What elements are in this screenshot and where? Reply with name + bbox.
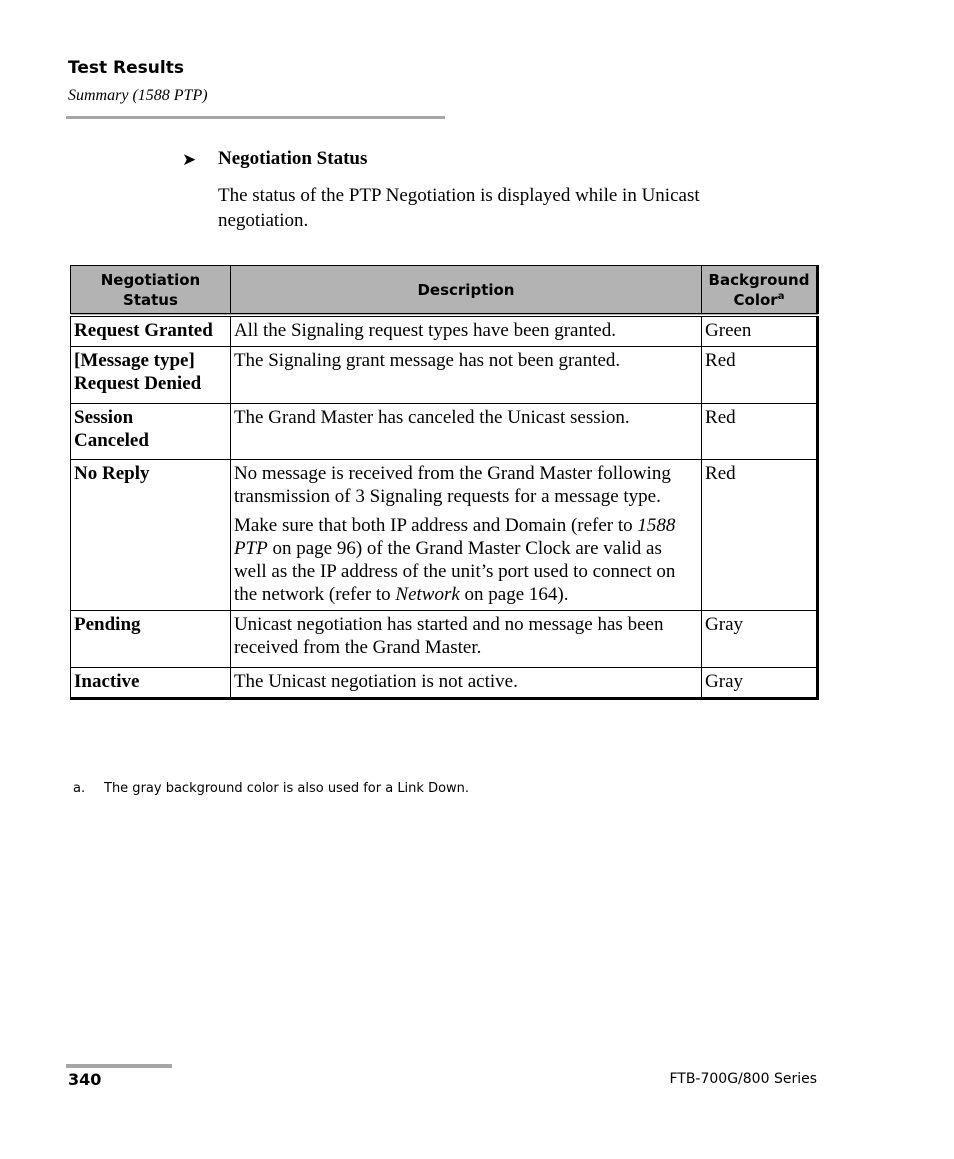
description-cell: [230, 460, 701, 611]
description-text: No message is received from the Grand Master following transmission of 3 Signaling requests for a message type.: [233, 463, 671, 507]
status-text: [Message type] Request Denied: [74, 350, 202, 394]
header-color-label: Background Color: [708, 270, 810, 309]
intro-paragraph: The status of the PTP Negotiation is displayed while in Unicast negotiation.: [218, 185, 700, 231]
description-cell: Unicast negotiation has started and no message has been received from the Grand Master.: [230, 611, 701, 668]
description-cell: All the Signaling request types have been granted.: [230, 315, 701, 347]
table-footnote: [73, 781, 469, 796]
note-text: Make sure that both IP address and Domain (refer to: [233, 515, 638, 536]
status-cell: [71, 347, 231, 404]
status-cell: [71, 404, 231, 460]
color-cell: Red: [702, 347, 818, 404]
running-header-subtitle: Summary (1588 PTP): [68, 87, 208, 104]
table-row: [71, 668, 818, 699]
color-cell: Gray: [702, 611, 818, 668]
table-row: [71, 611, 818, 668]
header-background-color: [702, 266, 818, 316]
status-cell: No Reply: [71, 460, 231, 611]
note-text: on page 96) of the Grand Master Clock are valid as well as the IP address of the unit’s port used to connect on the network (refer to: [233, 538, 676, 605]
product-series: FTB-700G/800 Series: [669, 1071, 817, 1087]
header-rule: [66, 116, 445, 119]
header-description: Description: [230, 266, 701, 316]
footer-rule: [66, 1064, 172, 1068]
status-cell: Pending: [71, 611, 231, 668]
cross-reference-1588-ptp[interactable]: 1588 PTP: [233, 515, 676, 559]
bullet-arrow-icon: ➤: [182, 150, 197, 169]
footnote-label: a.: [73, 781, 86, 796]
cross-reference-network[interactable]: Network: [395, 584, 460, 605]
table-row: [71, 315, 818, 347]
table-row: [71, 404, 818, 460]
page-number: 340: [68, 1070, 102, 1089]
description-cell: The Unicast negotiation is not active.: [230, 668, 701, 699]
note-text: on page 164).: [459, 584, 569, 605]
status-cell: Inactive: [71, 668, 231, 699]
description-cell: The Grand Master has canceled the Unicast session.: [230, 404, 701, 460]
footnote-marker: a: [777, 290, 785, 302]
running-header-title: Test Results: [68, 58, 184, 78]
header-status-label: Negotiation Status: [100, 270, 201, 309]
color-cell: Red: [702, 460, 818, 611]
description-note: [234, 514, 698, 606]
description-cell: The Signaling grant message has not been granted.: [230, 347, 701, 404]
section-heading: Negotiation Status: [218, 148, 368, 169]
negotiation-status-table: [70, 265, 819, 700]
table-row: [71, 347, 818, 404]
table-header-row: [71, 266, 818, 316]
status-cell: Request Granted: [71, 315, 231, 347]
status-text: Session Canceled: [74, 407, 149, 451]
footnote-text: The gray background color is also used for a Link Down.: [104, 781, 470, 796]
color-cell: Red: [702, 404, 818, 460]
table-row: [71, 460, 818, 611]
color-cell: Green: [702, 315, 818, 347]
color-cell: Gray: [702, 668, 818, 699]
header-negotiation-status: [71, 266, 231, 316]
